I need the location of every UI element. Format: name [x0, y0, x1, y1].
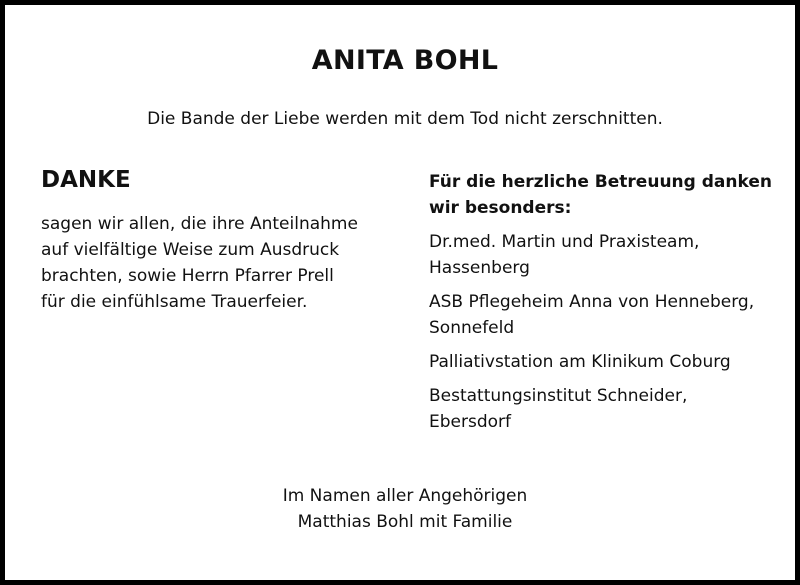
- deceased-name: ANITA BOHL: [311, 45, 499, 76]
- thanks-title: DANKE: [41, 167, 131, 193]
- thanks-text: [41, 211, 391, 315]
- special-thanks-item: Bestattungsinstitut Schneider, Ebersdorf: [429, 386, 688, 432]
- special-thanks-block: [429, 169, 779, 443]
- thanks-line: auf vielfältige Weise zum Ausdruck: [41, 240, 340, 260]
- signature-line: Matthias Bohl mit Familie: [297, 512, 513, 532]
- special-thanks-item: Palliativstation am Klinikum Coburg: [429, 352, 731, 372]
- thanks-line: sagen wir allen, die ihre Anteilnahme: [41, 214, 358, 234]
- thanks-line: für die einfühlsame Trauerfeier.: [41, 292, 308, 312]
- motto-text: Die Bande der Liebe werden mit dem Tod nicht zerschnitten.: [147, 109, 663, 129]
- thanks-line: brachten, sowie Herrn Pfarrer Prell: [41, 266, 334, 286]
- special-thanks-heading: Für die herzliche Betreuung danken wir besonders:: [429, 172, 772, 218]
- special-thanks-item: ASB Pflegeheim Anna von Henneberg, Sonnefeld: [429, 292, 755, 338]
- special-thanks-item: Dr.med. Martin und Praxisteam, Hassenberg: [429, 232, 700, 278]
- signature-block: [5, 483, 800, 535]
- signature-line: Im Namen aller Angehörigen: [282, 486, 528, 506]
